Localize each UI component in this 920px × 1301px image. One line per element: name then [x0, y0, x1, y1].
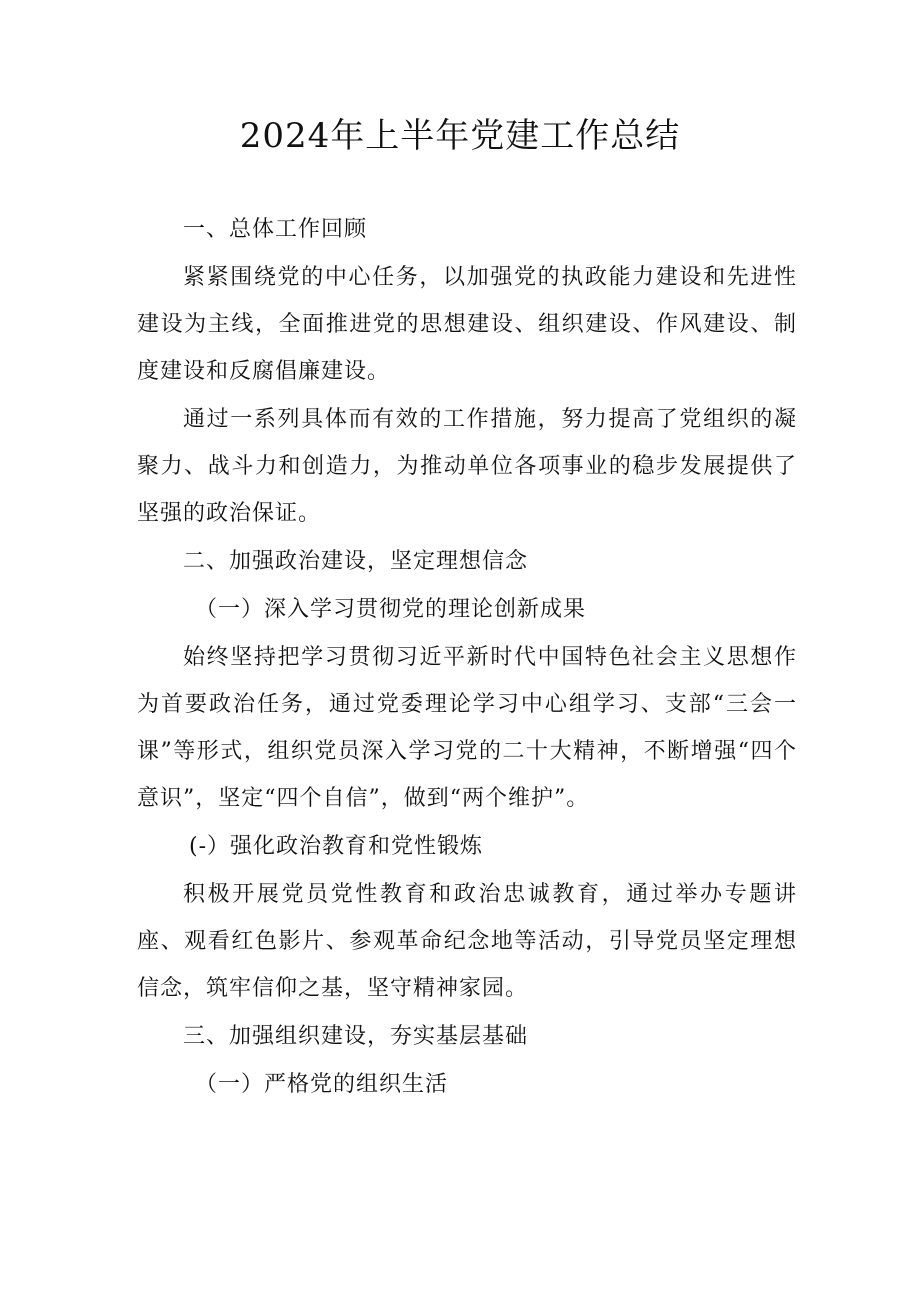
paragraph: 始终坚持把学习贯彻习近平新时代中国特色社会主义思想作为首要政治任务，通过党委理论学习中心组学习、支部“三会一课”等形式，组织党员深入学习党的二十大精神，不断增强“四个意识”，坚定“四个自信”，做到“两个维护”。	[137, 645, 797, 811]
paragraph: 紧紧围绕党的中心任务，以加强党的执政能力建设和先进性建设为主线，全面推进党的思想建设、组织建设、作风建设、制度建设和反腐倡廉建设。	[137, 265, 797, 384]
subsection-heading: （一）深入学习贯彻党的理论创新成果	[195, 597, 587, 622]
subsection-heading: （一）严格党的组织生活	[195, 1072, 449, 1097]
section-heading-political: 二、加强政治建设，坚定理想信念	[183, 549, 529, 574]
paragraph: 通过一系列具体而有效的工作措施，努力提高了党组织的凝聚力、战斗力和创造力，为推动单位各项事业的稳步发展提供了坚强的政治保证。	[137, 407, 797, 526]
document-body	[137, 206, 797, 1109]
subsection-heading: (-）强化政治教育和党性锻炼	[189, 834, 484, 859]
section-heading-organization: 三、加强组织建设，夯实基层基础	[183, 1024, 529, 1049]
document-title: 2024年上半年党建工作总结	[239, 116, 681, 156]
paragraph: 积极开展党员党性教育和政治忠诚教育，通过举办专题讲座、观看红色影片、参观革命纪念地等活动，引导党员坚定理想信念，筑牢信仰之基，坚守精神家园。	[137, 882, 797, 1001]
section-heading-overview: 一、总体工作回顾	[183, 217, 368, 242]
